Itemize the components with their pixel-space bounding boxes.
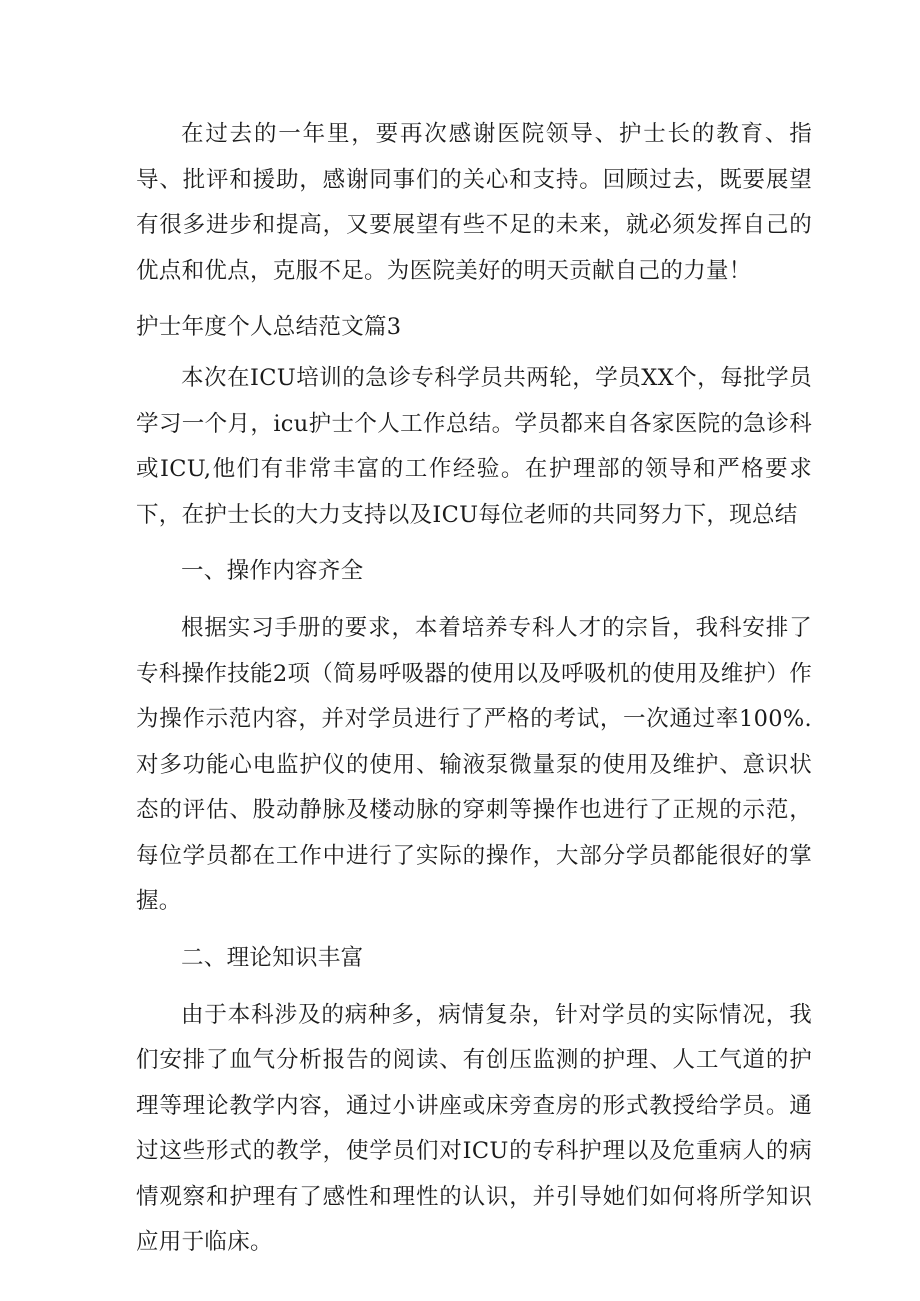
section-title-operations: 一、操作内容齐全 bbox=[181, 558, 364, 584]
section-title-theory: 二、理论知识丰富 bbox=[181, 944, 364, 971]
article-heading: 护士年度个人总结范文篇3 bbox=[136, 314, 402, 340]
paragraph-intro: 本次在ICU培训的急诊专科学员共两轮，学员XX个，每批学员学习一个月，icu护士个人工作总结。学员都来自各家医院的急诊科或ICU,他们有非常丰富的工作经验。在护理部的领导和严格要求下，在护士长的大力支持以及ICU每位老师的共同努力下，现总结 bbox=[136, 365, 812, 528]
paragraph-theory: 由于本科涉及的病种多，病情复杂，针对学员的实际情况，我们安排了血气分析报告的阅读、有创压监测的护理、人工气道的护理等理论教学内容，通过小讲座或床旁查房的形式教授给学员。通过这些形式的教学，使学员们对ICU的专科护理以及危重病人的病情观察和护理有了感性和理性的认识，并引导她们如何将所学知识应用于临床。 bbox=[136, 1001, 812, 1255]
paragraph-gratitude: 在过去的一年里，要再次感谢医院领导、护士长的教育、指导、批评和援助，感谢同事们的关心和支持。回顾过去，既要展望有很多进步和提高，又要展望有些不足的未来，就必须发挥自己的优点和优点，克服不足。为医院美好的明天贡献自己的力量！ bbox=[136, 121, 812, 284]
paragraph-operations: 根据实习手册的要求，本着培养专科人才的宗旨，我科安排了专科操作技能2项（简易呼吸器的使用以及呼吸机的使用及维护）作为操作示范内容，并对学员进行了严格的考试，一次通过率100%.对多功能心电监护仪的使用、输液泵微量泵的使用及维护、意识状态的评估、股动静脉及楼动脉的穿刺等操作也进行了正规的示范，每位学员都在工作中进行了实际的操作，大部分学员都能很好的掌握。 bbox=[136, 615, 812, 914]
